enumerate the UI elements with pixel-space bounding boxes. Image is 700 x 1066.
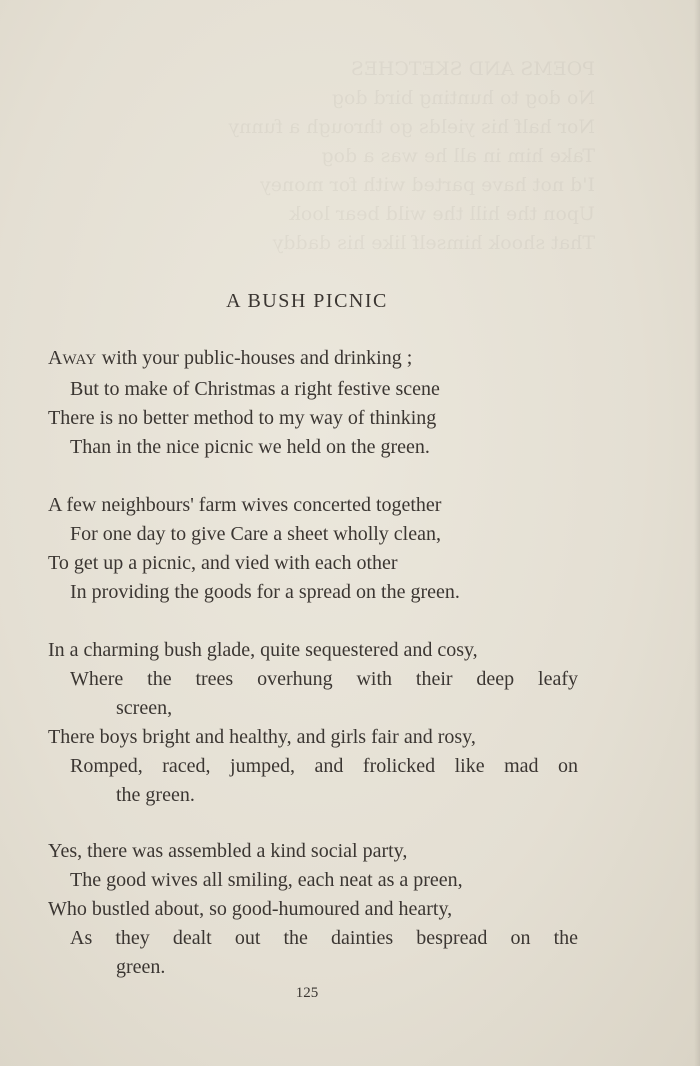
poem-title: A BUSH PICNIC — [226, 290, 388, 312]
poem-body — [48, 344, 578, 1011]
page-edge-shadow — [694, 0, 700, 1066]
page-number: 125 — [295, 985, 319, 1001]
poem-line-continuation: screen, — [116, 697, 173, 719]
poem-line: In providing the goods for a spread on the green. — [70, 581, 460, 603]
poem-line: But to make of Christmas a right festive scene — [70, 378, 440, 400]
poem-line: There boys bright and healthy, and girls fair and rosy, — [48, 726, 476, 748]
small-caps-word: WAY — [62, 352, 97, 368]
poem-line: AWAY with your public-houses and drinking ; — [48, 347, 413, 369]
poem-line-continuation: green. — [116, 956, 166, 978]
stanza-3 — [48, 636, 578, 810]
drop-initial: A — [48, 347, 63, 369]
bleed-through-text: POEMS AND SKETCHES No dog to hunting bird dog Nor half his yields go through a funny Take him in all he was a dog I'd not have parted with for money Upon the hill the wild bear look That shook himself like his daddy — [228, 58, 595, 254]
poem-line: Where the trees overhung with their deep leafy — [70, 668, 578, 690]
poem-line: For one day to give Care a sheet wholly clean, — [70, 523, 441, 545]
stanza-2 — [48, 491, 578, 607]
poem-line-continuation: the green. — [116, 784, 195, 806]
poem-line: Than in the nice picnic we held on the green. — [70, 436, 430, 458]
poem-line: In a charming bush glade, quite sequestered and cosy, — [48, 639, 478, 661]
poem-line: Who bustled about, so good-humoured and hearty, — [48, 898, 453, 920]
poem-line: A few neighbours' farm wives concerted together — [48, 494, 442, 516]
stanza-1 — [48, 344, 578, 462]
poem-line: The good wives all smiling, each neat as a preen, — [70, 869, 463, 891]
poem-line: Romped, raced, jumped, and frolicked like mad on — [70, 755, 578, 777]
poem-line: There is no better method to my way of thinking — [48, 407, 437, 429]
poem-line: To get up a picnic, and vied with each other — [48, 552, 398, 574]
poem-line: Yes, there was assembled a kind social party, — [48, 840, 408, 862]
stanza-4 — [48, 837, 578, 982]
poem-line: As they dealt out the dainties bespread on the — [70, 927, 578, 949]
